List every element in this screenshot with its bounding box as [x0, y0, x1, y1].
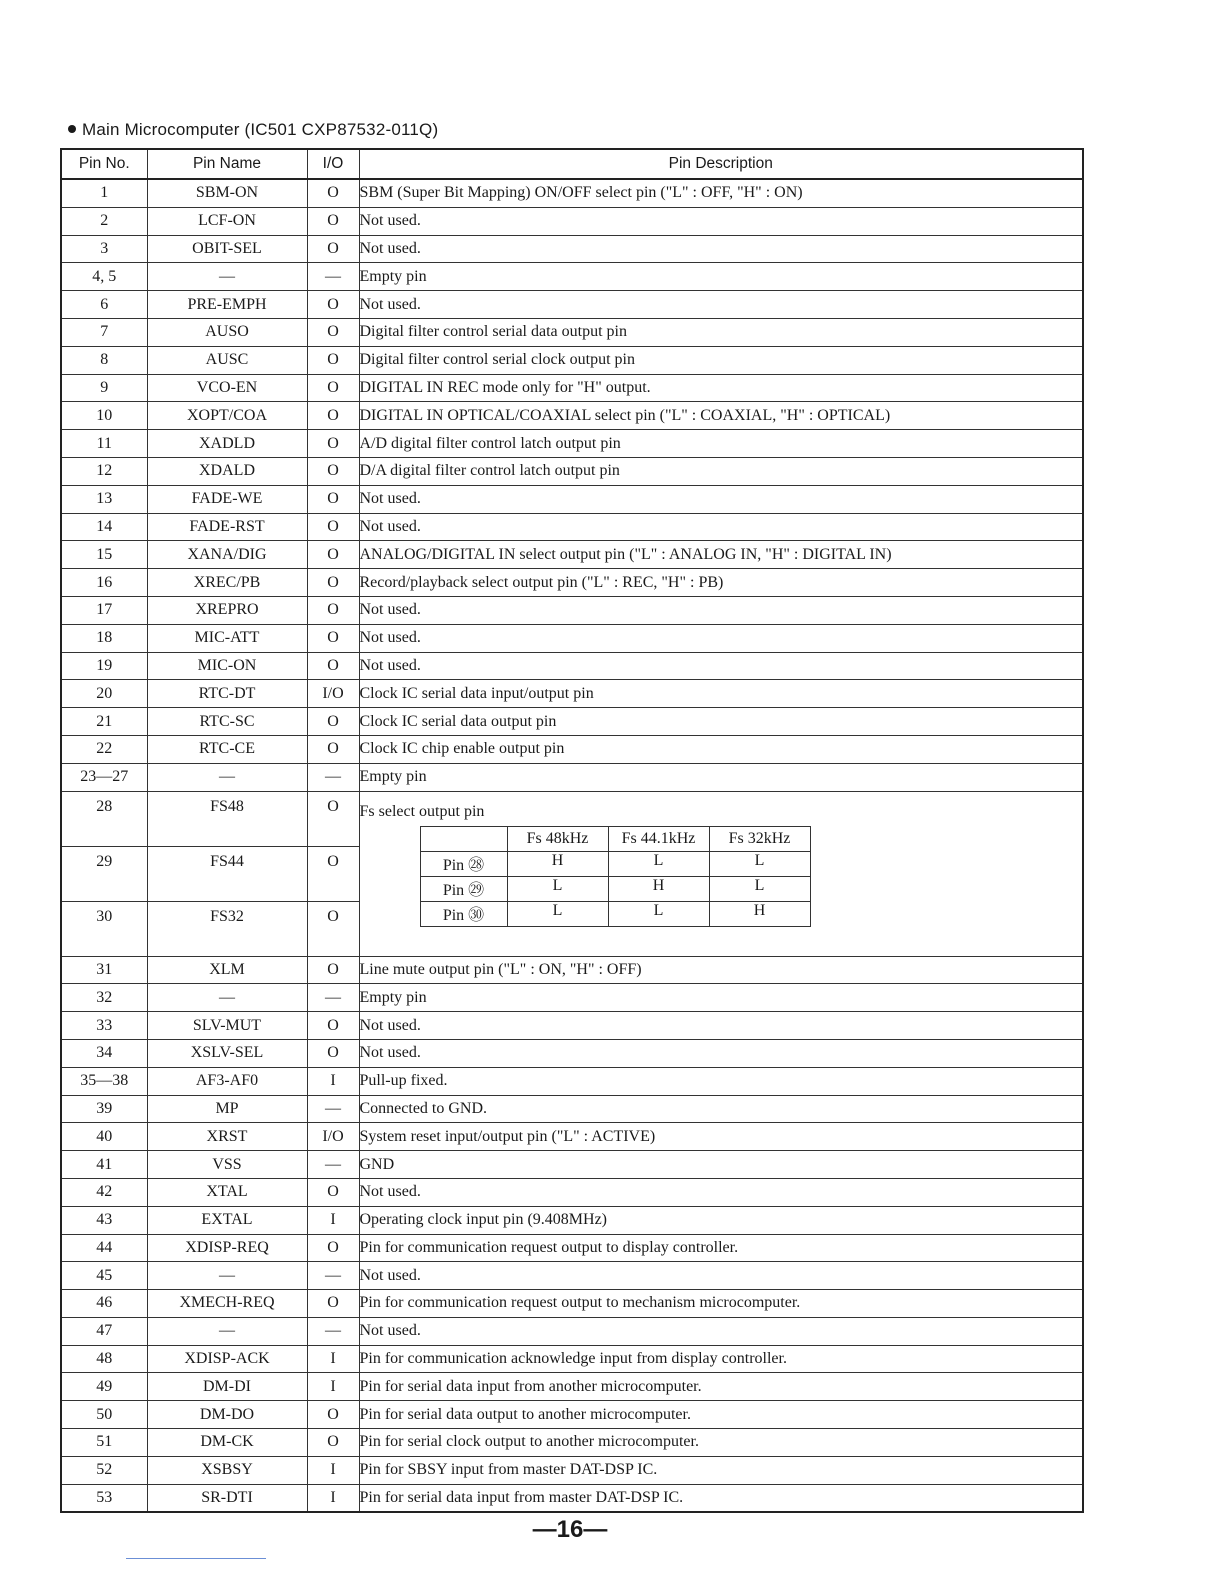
pin-io: O [307, 346, 359, 374]
table-row-fs48 [61, 791, 1083, 846]
pin-name: XRST [147, 1123, 307, 1151]
pin-io: I [307, 1456, 359, 1484]
pin-description: Pin for serial data output to another microcomputer. [359, 1401, 1083, 1429]
table-row [61, 1234, 1083, 1262]
pin-io: O [307, 652, 359, 680]
pin-io: O [307, 956, 359, 984]
pin-io: O [307, 374, 359, 402]
pin-io: — [307, 263, 359, 291]
pin-io: O [307, 291, 359, 319]
pin-name: XDISP-ACK [147, 1345, 307, 1373]
pin-name: DM-CK [147, 1429, 307, 1457]
table-row [61, 652, 1083, 680]
table-row [61, 235, 1083, 263]
pin-name: AF3-AF0 [147, 1067, 307, 1095]
table-row [61, 1290, 1083, 1318]
pin-io: O [307, 1401, 359, 1429]
pin-io: O [307, 1039, 359, 1067]
pin-table [60, 148, 1084, 1513]
pin-no: 7 [61, 318, 147, 346]
pin-name: XREC/PB [147, 569, 307, 597]
pin-io: — [307, 1095, 359, 1123]
pin-description: GND [359, 1151, 1083, 1179]
pin-no: 45 [61, 1262, 147, 1290]
pin-description: Not used. [359, 1039, 1083, 1067]
pin-description: Pull-up fixed. [359, 1067, 1083, 1095]
fs-table-row [420, 876, 810, 901]
pin-name: VSS [147, 1151, 307, 1179]
pin-description: DIGITAL IN REC mode only for "H" output. [359, 374, 1083, 402]
pin-description: A/D digital filter control latch output pin [359, 430, 1083, 458]
pin-name: — [147, 763, 307, 791]
pin-io: I [307, 1484, 359, 1512]
pin-no: 52 [61, 1456, 147, 1484]
pin-io: O [307, 569, 359, 597]
table-row [61, 1206, 1083, 1234]
pin-io: I [307, 1206, 359, 1234]
fs-row-label: Pin ㉙ [420, 876, 507, 901]
pin-name: XTAL [147, 1178, 307, 1206]
pin-io: O [307, 735, 359, 763]
pin-description: Pin for serial clock output to another microcomputer. [359, 1429, 1083, 1457]
table-row [61, 346, 1083, 374]
pin-name: LCF-ON [147, 207, 307, 235]
pin-name: XSBSY [147, 1456, 307, 1484]
pin-description: Not used. [359, 513, 1083, 541]
table-row [61, 1151, 1083, 1179]
pin-no: 22 [61, 735, 147, 763]
pin-description: Not used. [359, 1178, 1083, 1206]
table-row [61, 1373, 1083, 1401]
pin-description: Not used. [359, 291, 1083, 319]
pin-no: 40 [61, 1123, 147, 1151]
pin-io: I [307, 1067, 359, 1095]
table-row [61, 402, 1083, 430]
pin-name: PRE-EMPH [147, 291, 307, 319]
pin-description: Clock IC chip enable output pin [359, 735, 1083, 763]
fs-cell: L [709, 876, 810, 901]
table-row [61, 1429, 1083, 1457]
fs-cell: L [608, 851, 709, 876]
pin-no: 21 [61, 708, 147, 736]
pin-no: 13 [61, 485, 147, 513]
pin-description: Not used. [359, 1262, 1083, 1290]
pin-io: O [307, 846, 359, 901]
fs-header-48k: Fs 48kHz [507, 826, 608, 851]
pin-io: O [307, 1429, 359, 1457]
pin-description: Pin for communication request output to display controller. [359, 1234, 1083, 1262]
table-row [61, 569, 1083, 597]
pin-no: 10 [61, 402, 147, 430]
table-row [61, 291, 1083, 319]
pin-name: AUSO [147, 318, 307, 346]
pin-no: 11 [61, 430, 147, 458]
pin-name: RTC-SC [147, 708, 307, 736]
pin-no: 30 [61, 901, 147, 956]
pin-name: RTC-CE [147, 735, 307, 763]
pin-io: O [307, 791, 359, 846]
pin-name: MIC-ON [147, 652, 307, 680]
table-row [61, 1178, 1083, 1206]
pin-io: — [307, 1317, 359, 1345]
pin-description: Digital filter control serial clock output pin [359, 346, 1083, 374]
pin-no: 17 [61, 596, 147, 624]
table-row [61, 513, 1083, 541]
pin-io: O [307, 207, 359, 235]
pin-name: RTC-DT [147, 680, 307, 708]
fs-table-row [420, 901, 810, 926]
table-row [61, 984, 1083, 1012]
pin-description: SBM (Super Bit Mapping) ON/OFF select pin ("L" : OFF, "H" : ON) [359, 179, 1083, 207]
header-io: I/O [307, 149, 359, 179]
pin-name: XREPRO [147, 596, 307, 624]
pin-no: 6 [61, 291, 147, 319]
pin-no: 28 [61, 791, 147, 846]
table-row [61, 735, 1083, 763]
pin-io: O [307, 1290, 359, 1318]
pin-description: Pin for SBSY input from master DAT-DSP IC. [359, 1456, 1083, 1484]
fs-select-table [420, 826, 811, 927]
pin-description: Digital filter control serial data output pin [359, 318, 1083, 346]
pin-name: SR-DTI [147, 1484, 307, 1512]
pin-description: Not used. [359, 1012, 1083, 1040]
pin-name: FS44 [147, 846, 307, 901]
table-row [61, 1262, 1083, 1290]
header-pin-no: Pin No. [61, 149, 147, 179]
pin-no: 33 [61, 1012, 147, 1040]
pin-name: FS48 [147, 791, 307, 846]
pin-io: — [307, 984, 359, 1012]
pin-description: Line mute output pin ("L" : ON, "H" : OFF) [359, 956, 1083, 984]
pin-io: — [307, 1262, 359, 1290]
pin-io: O [307, 1178, 359, 1206]
header-pin-description: Pin Description [359, 149, 1083, 179]
fs-select-description [359, 791, 1083, 956]
pin-no: 8 [61, 346, 147, 374]
pin-no: 53 [61, 1484, 147, 1512]
table-row [61, 318, 1083, 346]
table-row [61, 596, 1083, 624]
fs-table-corner [420, 826, 507, 851]
pin-no: 9 [61, 374, 147, 402]
pin-io: O [307, 179, 359, 207]
pin-name: VCO-EN [147, 374, 307, 402]
pin-description: Not used. [359, 1317, 1083, 1345]
pin-description: Pin for serial data input from another microcomputer. [359, 1373, 1083, 1401]
pin-no: 44 [61, 1234, 147, 1262]
pin-description: Operating clock input pin (9.408MHz) [359, 1206, 1083, 1234]
table-row [61, 485, 1083, 513]
pin-no: 42 [61, 1178, 147, 1206]
pin-description: Not used. [359, 652, 1083, 680]
pin-description: Pin for serial data input from master DAT-DSP IC. [359, 1484, 1083, 1512]
pin-no: 48 [61, 1345, 147, 1373]
pin-name: FADE-RST [147, 513, 307, 541]
pin-description: Clock IC serial data output pin [359, 708, 1083, 736]
pin-name: AUSC [147, 346, 307, 374]
pin-no: 15 [61, 541, 147, 569]
pin-io: — [307, 763, 359, 791]
fs-header-44k: Fs 44.1kHz [608, 826, 709, 851]
table-row [61, 956, 1083, 984]
fs-table-row [420, 851, 810, 876]
pin-no: 1 [61, 179, 147, 207]
pin-io: O [307, 1234, 359, 1262]
fs-cell: L [507, 876, 608, 901]
pin-description: Not used. [359, 235, 1083, 263]
pin-name: DM-DO [147, 1401, 307, 1429]
table-row [61, 763, 1083, 791]
pin-name: XDISP-REQ [147, 1234, 307, 1262]
pin-description: Clock IC serial data input/output pin [359, 680, 1083, 708]
pin-name: — [147, 263, 307, 291]
pin-description: Not used. [359, 596, 1083, 624]
pin-io: O [307, 318, 359, 346]
pin-name: XANA/DIG [147, 541, 307, 569]
table-row [61, 680, 1083, 708]
pin-description: Pin for communication request output to mechanism microcomputer. [359, 1290, 1083, 1318]
fs-cell: L [608, 901, 709, 926]
fs-header-32k: Fs 32kHz [709, 826, 810, 851]
table-row [61, 624, 1083, 652]
fs-row-label: Pin ㉚ [420, 901, 507, 926]
pin-no: 14 [61, 513, 147, 541]
pin-io: O [307, 485, 359, 513]
table-row [61, 457, 1083, 485]
table-row [61, 1484, 1083, 1512]
pin-no: 29 [61, 846, 147, 901]
pin-io: — [307, 1151, 359, 1179]
pin-description: System reset input/output pin ("L" : ACTIVE) [359, 1123, 1083, 1151]
pin-description: Connected to GND. [359, 1095, 1083, 1123]
pin-no: 12 [61, 457, 147, 485]
pin-io: O [307, 513, 359, 541]
pin-no: 43 [61, 1206, 147, 1234]
pin-name: MIC-ATT [147, 624, 307, 652]
pin-no: 50 [61, 1401, 147, 1429]
pin-name: EXTAL [147, 1206, 307, 1234]
fs-table-header [420, 826, 810, 851]
pin-no: 46 [61, 1290, 147, 1318]
pin-no: 16 [61, 569, 147, 597]
pin-name: — [147, 1262, 307, 1290]
pin-io: O [307, 430, 359, 458]
pin-io: O [307, 624, 359, 652]
pin-no: 34 [61, 1039, 147, 1067]
pin-description: Not used. [359, 624, 1083, 652]
pin-no: 51 [61, 1429, 147, 1457]
table-row [61, 1456, 1083, 1484]
pin-io: O [307, 901, 359, 956]
bottom-rule [126, 1558, 266, 1559]
pin-no: 19 [61, 652, 147, 680]
pin-no: 39 [61, 1095, 147, 1123]
pin-description: Not used. [359, 207, 1083, 235]
fs-cell: H [608, 876, 709, 901]
pin-description: DIGITAL IN OPTICAL/COAXIAL select pin ("L" : COAXIAL, "H" : OPTICAL) [359, 402, 1083, 430]
pin-name: — [147, 1317, 307, 1345]
fs-cell: H [709, 901, 810, 926]
bullet-icon [68, 125, 76, 133]
pin-name: — [147, 984, 307, 1012]
pin-description: Not used. [359, 485, 1083, 513]
fs-row-label: Pin ㉘ [420, 851, 507, 876]
pin-name: SBM-ON [147, 179, 307, 207]
pin-description: Pin for communication acknowledge input from display controller. [359, 1345, 1083, 1373]
table-row [61, 430, 1083, 458]
pin-name: XADLD [147, 430, 307, 458]
page-title [68, 120, 438, 140]
table-row [61, 179, 1083, 207]
pin-name: DM-DI [147, 1373, 307, 1401]
pin-description: D/A digital filter control latch output pin [359, 457, 1083, 485]
pin-io: O [307, 457, 359, 485]
pin-io: I [307, 1345, 359, 1373]
pin-name: OBIT-SEL [147, 235, 307, 263]
fs-cell: L [507, 901, 608, 926]
pin-name: XSLV-SEL [147, 1039, 307, 1067]
pin-description: Empty pin [359, 263, 1083, 291]
pin-no: 49 [61, 1373, 147, 1401]
table-row [61, 1345, 1083, 1373]
table-row [61, 263, 1083, 291]
pin-no: 18 [61, 624, 147, 652]
pin-name: XOPT/COA [147, 402, 307, 430]
page-number: —16— [532, 1516, 608, 1543]
pin-description: Empty pin [359, 984, 1083, 1012]
pin-description: Record/playback select output pin ("L" : REC, "H" : PB) [359, 569, 1083, 597]
pin-table-header [61, 149, 1083, 179]
pin-io: O [307, 235, 359, 263]
pin-name: XMECH-REQ [147, 1290, 307, 1318]
table-row [61, 1067, 1083, 1095]
pin-no: 41 [61, 1151, 147, 1179]
table-row [61, 1317, 1083, 1345]
pin-no: 32 [61, 984, 147, 1012]
table-row [61, 207, 1083, 235]
pin-name: XLM [147, 956, 307, 984]
table-row [61, 541, 1083, 569]
table-row [61, 708, 1083, 736]
pin-io: I [307, 1373, 359, 1401]
pin-description: Empty pin [359, 763, 1083, 791]
pin-name: MP [147, 1095, 307, 1123]
table-row [61, 1095, 1083, 1123]
pin-io: I/O [307, 1123, 359, 1151]
pin-io: O [307, 596, 359, 624]
pin-io: O [307, 1012, 359, 1040]
table-row [61, 1039, 1083, 1067]
pin-no: 4, 5 [61, 263, 147, 291]
fs-cell: H [507, 851, 608, 876]
pin-no: 31 [61, 956, 147, 984]
pin-name: FS32 [147, 901, 307, 956]
pin-description: ANALOG/DIGITAL IN select output pin ("L" : ANALOG IN, "H" : DIGITAL IN) [359, 541, 1083, 569]
table-row [61, 1401, 1083, 1429]
pin-name: FADE-WE [147, 485, 307, 513]
pin-io: O [307, 402, 359, 430]
pin-io: O [307, 541, 359, 569]
header-pin-name: Pin Name [147, 149, 307, 179]
page-title-text: Main Microcomputer (IC501 CXP87532-011Q) [82, 120, 439, 139]
pin-io: I/O [307, 680, 359, 708]
table-row [61, 374, 1083, 402]
pin-no: 2 [61, 207, 147, 235]
pin-io: O [307, 708, 359, 736]
pin-no: 47 [61, 1317, 147, 1345]
pin-no: 3 [61, 235, 147, 263]
pin-no: 20 [61, 680, 147, 708]
fs-select-text: Fs select output pin [359, 802, 485, 820]
pin-name: SLV-MUT [147, 1012, 307, 1040]
pin-no: 35—38 [61, 1067, 147, 1095]
fs-cell: L [709, 851, 810, 876]
pin-no: 23—27 [61, 763, 147, 791]
table-row [61, 1012, 1083, 1040]
table-row [61, 1123, 1083, 1151]
pin-name: XDALD [147, 457, 307, 485]
